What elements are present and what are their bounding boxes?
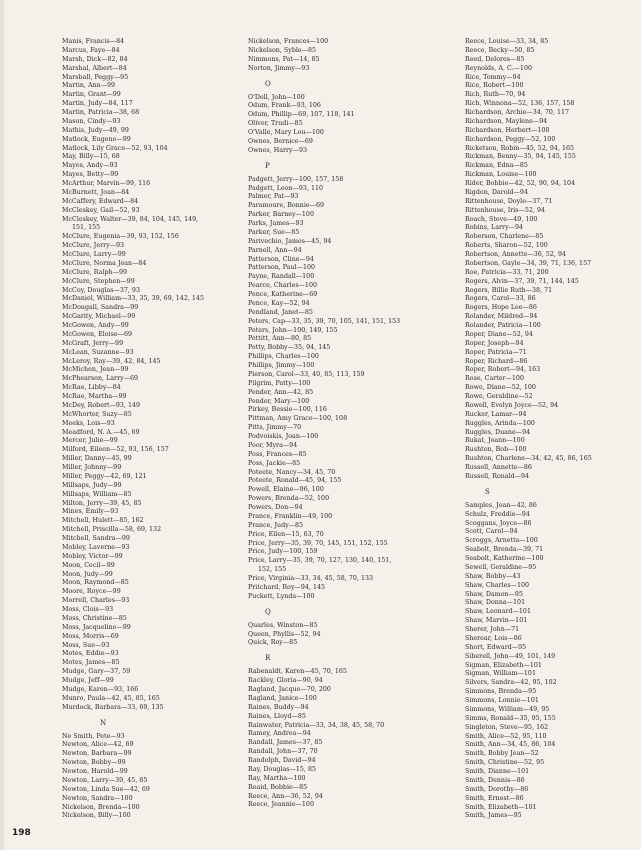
index-entry: Ray, Douglas—15, 85 bbox=[248, 765, 316, 773]
index-entry: Raines, Buddy—94 bbox=[248, 703, 309, 711]
index-entry: Ownes, Bernice—69 bbox=[248, 137, 313, 145]
index-entry: Reed, Delores—85 bbox=[465, 55, 525, 63]
index-entry: Odum, Phillip—69, 107, 118, 141 bbox=[248, 111, 355, 119]
index-entry: Pettitt, Ann—80, 85 bbox=[248, 335, 312, 343]
index-entry: Ricketson, Robin—45, 52, 94, 165 bbox=[465, 144, 575, 152]
index-entry: Mitchell, Priscilla—58, 69, 132 bbox=[62, 526, 162, 534]
index-entry: Russell, Annette—86 bbox=[465, 464, 532, 471]
index-entry: Newton, Harold—99 bbox=[62, 768, 128, 775]
index-column-right bbox=[465, 38, 641, 821]
index-entry: Shaw, Donna—101 bbox=[465, 599, 526, 607]
index-entry: McCleskey, Walter—39, 84, 104, 145, 149, bbox=[62, 215, 199, 223]
index-entry: Paramoure, Bonnie—69 bbox=[248, 202, 325, 210]
index-entry: Russell, Ronald—94 bbox=[465, 472, 530, 480]
index-entry: Parks, James—93 bbox=[248, 220, 304, 227]
index-entry: Parker, Sue—85 bbox=[248, 228, 300, 236]
index-entry: Puckett, Lynda—100 bbox=[248, 592, 315, 600]
index-entry: Miller, Johnny—99 bbox=[62, 464, 122, 471]
index-entry: McClure, Norma Jean—84 bbox=[62, 259, 147, 267]
index-entry: Mudge, Jeff—99 bbox=[62, 677, 114, 684]
index-entry: Marsball, Peggy—95 bbox=[62, 73, 129, 81]
index-entry: McPhearson, Larry—69 bbox=[62, 375, 139, 383]
index-entry: Parnell, Ann—94 bbox=[248, 246, 302, 254]
index-entry: Roach, Steve—49, 100 bbox=[465, 215, 538, 223]
index-entry: Mudge, Karen—93, 166 bbox=[62, 685, 139, 693]
index-entry: Randall, John—37, 70 bbox=[248, 748, 318, 756]
index-entry: Moon, Judy—99 bbox=[62, 570, 113, 578]
index-entry: Ruggles, Arinda—100 bbox=[465, 419, 535, 427]
index-entry: Mayes, Betty—99 bbox=[62, 171, 119, 179]
index-entry: Roper, Joseph—94 bbox=[465, 339, 524, 347]
index-entry: Reece, Louise—33, 34, 85 bbox=[465, 38, 549, 45]
index-entry: Mudge, Gary—37, 59 bbox=[62, 668, 131, 676]
index-entry: McClure, Larry—99 bbox=[62, 251, 126, 258]
index-entry: Podvoiskis, Joan—100 bbox=[248, 433, 319, 440]
index-entry: Simms, Ronald—35, 95, 155 bbox=[465, 714, 556, 722]
index-entry: Ray, Martha—100 bbox=[248, 774, 306, 782]
index-entry: Sewell, Geraldine—95 bbox=[465, 563, 537, 571]
index-entry: Parker, Barney—100 bbox=[248, 211, 314, 219]
index-entry: Price, Ellen—15, 63, 70 bbox=[248, 530, 324, 538]
index-entry: Mayes, Andy—93 bbox=[62, 162, 118, 170]
index-entry: Prance, Judy—85 bbox=[248, 521, 304, 529]
index-entry: Palmer, Pat—93 bbox=[248, 193, 299, 201]
index-entry: Rolander, Patricia—100 bbox=[465, 322, 541, 329]
index-entry: Oliver, Trudi—85 bbox=[248, 120, 303, 128]
index-entry: McRae, Martha—99 bbox=[62, 393, 127, 400]
index-entry: McDey, Robert—93, 149 bbox=[62, 401, 141, 409]
index-entry: Peters, Cap—33, 35, 39, 70, 105, 141, 151, 153 bbox=[248, 317, 401, 325]
index-entry: Smith, Alice—52, 95, 110 bbox=[465, 732, 547, 740]
index-entry: McGowen, Andy—99 bbox=[62, 322, 129, 329]
index-entry: Smith, Dianne—101 bbox=[465, 768, 530, 775]
letter-heading: S bbox=[485, 487, 490, 496]
index-entry: Matlock, Eugene—99 bbox=[62, 135, 131, 143]
index-entry: Shaw, Charles—100 bbox=[465, 581, 530, 589]
index-entry: Queen, Phyllis—52, 94 bbox=[248, 630, 321, 638]
index-entry: Marcus, Faye—84 bbox=[62, 46, 120, 54]
index-entry: McGarity, Michael—99 bbox=[62, 313, 136, 321]
page-number: 198 bbox=[12, 828, 31, 838]
index-entry: Quick, Roy—85 bbox=[248, 639, 298, 647]
index-entry: Price, Virginia—33, 34, 45, 58, 70, 133 bbox=[248, 575, 374, 582]
index-entry: Miller, Peggy—42, 69, 121 bbox=[62, 472, 147, 480]
index-entry: Simmons, Lonnie—101 bbox=[465, 697, 539, 704]
index-entry: McArthur, Marvin—99, 116 bbox=[62, 180, 151, 187]
index-entry: Simmons, Brenda—95 bbox=[465, 688, 537, 696]
index-entry: Poss, Frances—85 bbox=[248, 450, 307, 458]
index-entry: Rose, Carter—100 bbox=[465, 375, 524, 383]
index-entry: Rickman, Edna—85 bbox=[465, 162, 528, 170]
index-entry: Rogers, Alvin—37, 39, 71, 144, 145 bbox=[465, 277, 579, 285]
index-entry: Newton, Sandra—100 bbox=[62, 794, 133, 802]
index-entry: Poss, Jackie—85 bbox=[248, 459, 301, 467]
index-entry: Rickman, Louise—100 bbox=[465, 171, 537, 179]
index-entry: Smith, Christine—52, 95 bbox=[465, 759, 545, 767]
index-entry: Millsaps, Judy—99 bbox=[62, 481, 122, 489]
index-entry: Smith, Dorothy—86 bbox=[465, 785, 529, 793]
index-entry: Rogers, Billie Ruth—38, 71 bbox=[465, 286, 553, 294]
index-entry: Poor, Myra—94 bbox=[248, 441, 298, 449]
letter-heading: R bbox=[265, 654, 271, 663]
index-entry: Scott, Carol—94 bbox=[465, 528, 518, 536]
index-entry: Pence, Kay—52, 94 bbox=[248, 299, 310, 307]
index-entry: Patterson, Cline—94 bbox=[248, 255, 314, 263]
index-entry: Ramey, Andrea—94 bbox=[248, 730, 311, 738]
index-entry: McGraft, Jerry—99 bbox=[62, 339, 124, 347]
index-entry: Miller, Danny—45, 99 bbox=[62, 455, 132, 463]
index-entry: Martin, Ann—99 bbox=[62, 82, 116, 90]
index-entry: Smith, Ann—34, 45, 86, 104 bbox=[465, 741, 556, 749]
index-entry: Mason, Cindy—93 bbox=[62, 117, 121, 125]
index-entry: Roberson, Charlene—85 bbox=[465, 233, 544, 241]
index-entry: Quarles, Winston—85 bbox=[248, 621, 318, 629]
letter-heading: N bbox=[100, 718, 107, 727]
index-entry: McCleskey, Gail—52, 93 bbox=[62, 206, 140, 214]
index-entry: Richardson, Archie—34, 70, 117 bbox=[465, 109, 570, 116]
index-entry: Milton, Jerry—39, 45, 85 bbox=[62, 499, 142, 507]
index-entry: Reece, Becky—50, 85 bbox=[465, 46, 535, 54]
index-entry: Powell, Elaine—96, 100 bbox=[248, 486, 324, 494]
letter-heading: P bbox=[265, 161, 270, 170]
index-entry: Mobley, Victor—99 bbox=[62, 552, 123, 560]
index-entry: Silvers, Sandra—42, 95, 102 bbox=[465, 679, 557, 687]
index-entry: Phillips, Charles—100 bbox=[248, 353, 319, 361]
index-entry: O'Dell, John—100 bbox=[248, 93, 305, 101]
index-entry: Moon, Cecil—99 bbox=[62, 561, 115, 569]
index-entry: Randall, James—37, 85 bbox=[248, 739, 323, 747]
index-entry: Newton, Barbara—99 bbox=[62, 750, 132, 758]
index-entry: Rogers, Carol—33, 86 bbox=[465, 295, 536, 303]
index-entry: Samples, Joan—42, 86 bbox=[465, 501, 537, 509]
index-entry: Mobley, Laverne—93 bbox=[62, 543, 130, 551]
index-entry: Phillips, Jimmy—100 bbox=[248, 362, 315, 369]
index-entry: Mitchell, Hulett—85, 162 bbox=[62, 517, 144, 525]
index-entry: Richardson, Herbert—100 bbox=[465, 126, 550, 134]
index-entry: Seabolt, Brenda—39, 71 bbox=[465, 546, 544, 554]
index-entry: Manis, Francis—84 bbox=[62, 38, 125, 45]
index-entry: Prance, Franklin—49, 100 bbox=[248, 512, 333, 520]
index-entry: Rittenhouse, Iris—52, 94 bbox=[465, 206, 546, 214]
index-entry: Newton, Bobby—99 bbox=[62, 759, 126, 767]
index-column-middle bbox=[248, 38, 424, 810]
index-entry: Newton, Linda Sue—42, 69 bbox=[62, 785, 150, 793]
index-entry: McDaniel, William—33, 35, 39, 69, 142, 145 bbox=[62, 295, 204, 303]
index-entry: Roberts, Sharon—52, 100 bbox=[465, 242, 548, 250]
index-entry: Moss, Clois—93 bbox=[62, 606, 114, 613]
index-entry: Shaw, Damon—95 bbox=[465, 590, 523, 598]
index-entry: Pilgrim, Patty—100 bbox=[248, 379, 311, 387]
index-entry: Pirkey, Bessie—100, 116 bbox=[248, 406, 327, 414]
index-entry: Rowe, Diane—52, 100 bbox=[465, 384, 536, 392]
letter-heading: Q bbox=[265, 607, 271, 616]
index-entry: Padgett, Jerry—100, 157, 158 bbox=[248, 175, 344, 183]
index-entry: Schulz, Freddie—94 bbox=[465, 510, 530, 518]
index-entry: Pender, Ann—42, 85 bbox=[248, 388, 314, 396]
index-entry: Poteete, Nancy—34, 45, 70 bbox=[248, 468, 336, 476]
index-entry: McCaffery, Edward—84 bbox=[62, 197, 139, 205]
index-entry-continuation: 152, 155 bbox=[258, 566, 287, 574]
index-entry: Seabolt, Katherine—100 bbox=[465, 555, 544, 562]
index-entry: Sherear, Lois—86 bbox=[465, 634, 522, 642]
index-entry: Rittenhouse, Doyle—37, 71 bbox=[465, 197, 553, 205]
index-entry: Raines, Lloyd—85 bbox=[248, 712, 306, 720]
scan-edge-shadow bbox=[0, 0, 4, 850]
index-entry: Moon, Raymond—85 bbox=[62, 579, 129, 587]
index-entry: Moss, Sue—93 bbox=[62, 641, 110, 649]
index-entry: Smith, Dennis—86 bbox=[465, 776, 525, 784]
index-entry: Nickelson, Brenda—100 bbox=[62, 803, 140, 811]
index-entry: Rigdon, Darold—94 bbox=[465, 188, 528, 196]
index-entry: Sigman, Elizabeth—101 bbox=[465, 661, 542, 669]
index-entry: Robertson, Annette—36, 52, 94 bbox=[465, 251, 567, 258]
index-entry: Reaid, Bobbie—85 bbox=[248, 783, 308, 791]
index-entry: Sigman, William—101 bbox=[465, 670, 536, 678]
index-entry: Singleton, Steve—95, 162 bbox=[465, 723, 549, 731]
index-entry: Payne, Randall—100 bbox=[248, 273, 315, 281]
index-entry: McGowen, Eloise—69 bbox=[62, 330, 133, 338]
index-entry: Murdock, Barbara—33, 69, 135 bbox=[62, 703, 164, 711]
index-entry: Rushton, Bob—100 bbox=[465, 446, 527, 454]
index-entry: Moss, Jacqueline—99 bbox=[62, 623, 131, 631]
index-entry: Meeks, Lois—93 bbox=[62, 419, 115, 427]
index-entry: Rucker, Lamar—94 bbox=[465, 410, 527, 418]
index-entry: Rice, Tommy—94 bbox=[465, 73, 521, 81]
index-entry: Martin, Patricia—38, 68 bbox=[62, 109, 140, 116]
index-entry: Randolph, David—94 bbox=[248, 757, 316, 764]
index-entry: Morrell, Charles—93 bbox=[62, 597, 130, 605]
index-entry: Odum, Frank—93, 106 bbox=[248, 102, 321, 110]
index-entry: Matlock, Lily Grace—52, 93, 104 bbox=[62, 144, 168, 152]
index-entry: Parivechio, James—45, 94 bbox=[248, 237, 332, 245]
index-entry: Rickman, Benny—35, 94, 145, 155 bbox=[465, 153, 576, 161]
index-entry: Reece, Ann—36, 52, 94 bbox=[248, 792, 323, 800]
index-entry: Roe, Patricia—33, 71, 200 bbox=[465, 268, 549, 276]
index-entry: Munro, Paula—42, 45, 85, 165 bbox=[62, 694, 160, 702]
index-entry: Moss, Morris—69 bbox=[62, 632, 119, 640]
index-entry: Ruggles, Duane—94 bbox=[465, 428, 531, 436]
index-entry: McClure, Eugenia—39, 93, 152, 156 bbox=[62, 233, 179, 241]
index-entry: Price, Larry—35, 39, 70, 127, 130, 140, 151, bbox=[248, 557, 392, 565]
index-entry: Pritchard, Roy—94, 145 bbox=[248, 583, 326, 591]
index-entry: Newton, Alice—42, 69 bbox=[62, 741, 134, 749]
index-entry: Rich, Ruth—70, 94 bbox=[465, 91, 526, 99]
index-entry: Martin, Judy—84, 117 bbox=[62, 100, 133, 108]
index-entry: Roper, Robert—94, 163 bbox=[465, 366, 541, 374]
index-entry: Price, Jerry—35, 39, 70, 145, 151, 152, 155 bbox=[248, 539, 388, 547]
index-entry: Rice, Robert—100 bbox=[465, 82, 524, 90]
index-entry: Robins, Larry—94 bbox=[465, 224, 524, 232]
index-entry: Padgett, Leon—93, 110 bbox=[248, 184, 324, 192]
index-entry: Roper, Diane—52, 94 bbox=[465, 330, 533, 338]
index-entry: Mercer, Julie—99 bbox=[62, 437, 118, 445]
index-entry: Rushton, Charlene—34, 42, 45, 86, 165 bbox=[465, 455, 592, 463]
index-entry: Richardson, Maylene—94 bbox=[465, 117, 548, 125]
index-entry: Simmons, William—49, 95 bbox=[465, 705, 550, 713]
index-entry: Pitts, Jimmy—70 bbox=[248, 424, 302, 432]
index-entry: Shaw, Leonard—101 bbox=[465, 608, 531, 616]
index-entry: Scoggans, Joyce—86 bbox=[465, 519, 532, 527]
index-entry: Richardson, Peggy—52, 100 bbox=[465, 135, 556, 143]
index-entry: Pendland, Janet—85 bbox=[248, 308, 313, 316]
index-entry: Norton, Jimmy—93 bbox=[248, 64, 310, 72]
index-entry: O'Valle, Mary Lou—100 bbox=[248, 129, 324, 136]
index-entry: Milford, Eileen—52, 93, 156, 157 bbox=[62, 446, 169, 454]
index-entry: Powers, Don—94 bbox=[248, 504, 303, 511]
index-entry: Poteete, Ronald—45, 94, 155 bbox=[248, 477, 342, 485]
index-entry: Rukat, Joann—100 bbox=[465, 437, 525, 445]
index-entry: Sherer, John—71 bbox=[465, 626, 520, 633]
index-entry: Rowell, Evelyn Joyce—52, 94 bbox=[465, 401, 559, 409]
index-entry: Patterson, Paul—100 bbox=[248, 264, 316, 272]
index-entry: Rabenaldt, Karen—45, 70, 165 bbox=[248, 668, 347, 676]
index-entry: Moore, Royce—99 bbox=[62, 588, 121, 596]
index-entry: Nimmons, Pat—14, 85 bbox=[248, 55, 320, 63]
index-entry: Smith, Bobby Jean—52 bbox=[465, 750, 539, 758]
index-entry: Ragland, Jacque—70, 200 bbox=[248, 686, 331, 693]
index-entry: Rider, Bobbie—42, 52, 90, 94, 104 bbox=[465, 180, 576, 187]
index-entry: May, Billy—15, 68 bbox=[62, 153, 120, 161]
index-entry: Powers, Brenda—52, 100 bbox=[248, 495, 330, 503]
index-entry: Smith, Elizabeth—101 bbox=[465, 803, 537, 811]
index-entry: McClure, Ralph—99 bbox=[62, 268, 127, 276]
index-entry: Newton, Larry—39, 45, 85 bbox=[62, 776, 148, 784]
index-entry: Petty, Bobby—35, 94, 145 bbox=[248, 344, 331, 352]
index-entry: Rogers, Hope Lee—86 bbox=[465, 304, 537, 312]
index-entry: Reynolds, A. C.—100 bbox=[465, 64, 532, 72]
index-entry: Rolander, Mildred—94 bbox=[465, 313, 538, 321]
letter-heading: O bbox=[265, 79, 271, 88]
index-entry: Pence, Katherine—69 bbox=[248, 291, 318, 298]
index-column-left bbox=[62, 38, 238, 821]
index-entry: McCoy, Douglas—37, 93 bbox=[62, 286, 140, 294]
index-entry: McDougall, Sandra—99 bbox=[62, 304, 139, 312]
index-entry: Martin, Grant—99 bbox=[62, 91, 121, 99]
index-entry: Mitchell, Sandra—99 bbox=[62, 535, 130, 542]
index-entry: Rich, Winnona—52, 136, 157, 158 bbox=[465, 100, 575, 108]
index-entry: McLean, Suzanne—93 bbox=[62, 348, 134, 356]
index-entry: Mathis, Judy—49, 99 bbox=[62, 126, 129, 134]
index-entry: Pierson, Carol—33, 40, 85, 113, 159 bbox=[248, 370, 365, 378]
index-entry: Smith, Ernest—86 bbox=[465, 794, 524, 802]
index-entry: Shaw, Marvin—101 bbox=[465, 617, 528, 625]
index-entry: Moss, Christine—85 bbox=[62, 614, 127, 622]
index-entry: Ragland, Janice—100 bbox=[248, 694, 317, 702]
index-entry: Rainwater, Patricia—33, 34, 38, 45, 58, 70 bbox=[248, 721, 385, 729]
index-entry: Price, Judy—100, 159 bbox=[248, 548, 318, 556]
index-entry: Pender, Mary—100 bbox=[248, 397, 310, 405]
index-entry: Nickelson, Billy—100 bbox=[62, 812, 131, 820]
index-entry: Roper, Patricia—71 bbox=[465, 348, 527, 356]
index-entry: Pearce, Charles—100 bbox=[248, 282, 318, 290]
index-entry: Marsh, Dick—82, 84 bbox=[62, 55, 128, 63]
index-entry: McLeroy, Ray—39, 42, 84, 145 bbox=[62, 357, 161, 365]
index-entry: McClure, Stephen—99 bbox=[62, 277, 135, 285]
index-entry: Siberell, John—49, 101, 149 bbox=[465, 652, 556, 660]
index-entry: Millsaps, William—85 bbox=[62, 490, 132, 498]
index-entry: Rowe, Geraldine—52 bbox=[465, 393, 533, 400]
index-entry: McBurnett, Joan—84 bbox=[62, 188, 130, 196]
index-entry: Nickelson, Frances—100 bbox=[248, 38, 329, 45]
index-entry: Scroggs, Arnetta—100 bbox=[465, 537, 538, 545]
index-entry: Smith, James—95 bbox=[465, 812, 522, 820]
index-entry: McRae, Libby—84 bbox=[62, 384, 121, 392]
index-entry: Pittman, Amy Grace—100, 108 bbox=[248, 415, 348, 423]
index-entry: Ownes, Harry—93 bbox=[248, 146, 308, 154]
index-entry: Robertson, Gayle—34, 39, 71, 136, 157 bbox=[465, 259, 592, 267]
index-entry: Shaw, Bobby—43 bbox=[465, 572, 521, 580]
index-entry: Mines, Emily—93 bbox=[62, 508, 119, 516]
index-entry: Ne Smith, Pete—93 bbox=[62, 732, 125, 740]
index-entry: Peters, John—100, 149, 155 bbox=[248, 326, 338, 334]
index-entry: McMichen, Jean—99 bbox=[62, 366, 129, 374]
index-entry: Short, Edward—95 bbox=[465, 643, 527, 651]
index-entry: Motes, James—85 bbox=[62, 659, 120, 667]
index-entry: Roper, Richard—86 bbox=[465, 357, 528, 365]
index-entry: McClure, Jerry—93 bbox=[62, 242, 125, 250]
index-entry: Rackley, Gloria—90, 94 bbox=[248, 677, 323, 685]
index-entry: Motes, Eddie—93 bbox=[62, 650, 119, 658]
index-entry: Marshal, Albert—84 bbox=[62, 64, 127, 72]
index-entry: Reece, Jeannie—100 bbox=[248, 801, 314, 809]
index-entry: McWhorter, Suzy—85 bbox=[62, 410, 132, 418]
index-entry-continuation: 151, 155 bbox=[72, 224, 101, 232]
index-entry: Nickelson, Syble—85 bbox=[248, 46, 317, 54]
index-entry: Meadford, N. A.—45, 69 bbox=[62, 428, 140, 436]
